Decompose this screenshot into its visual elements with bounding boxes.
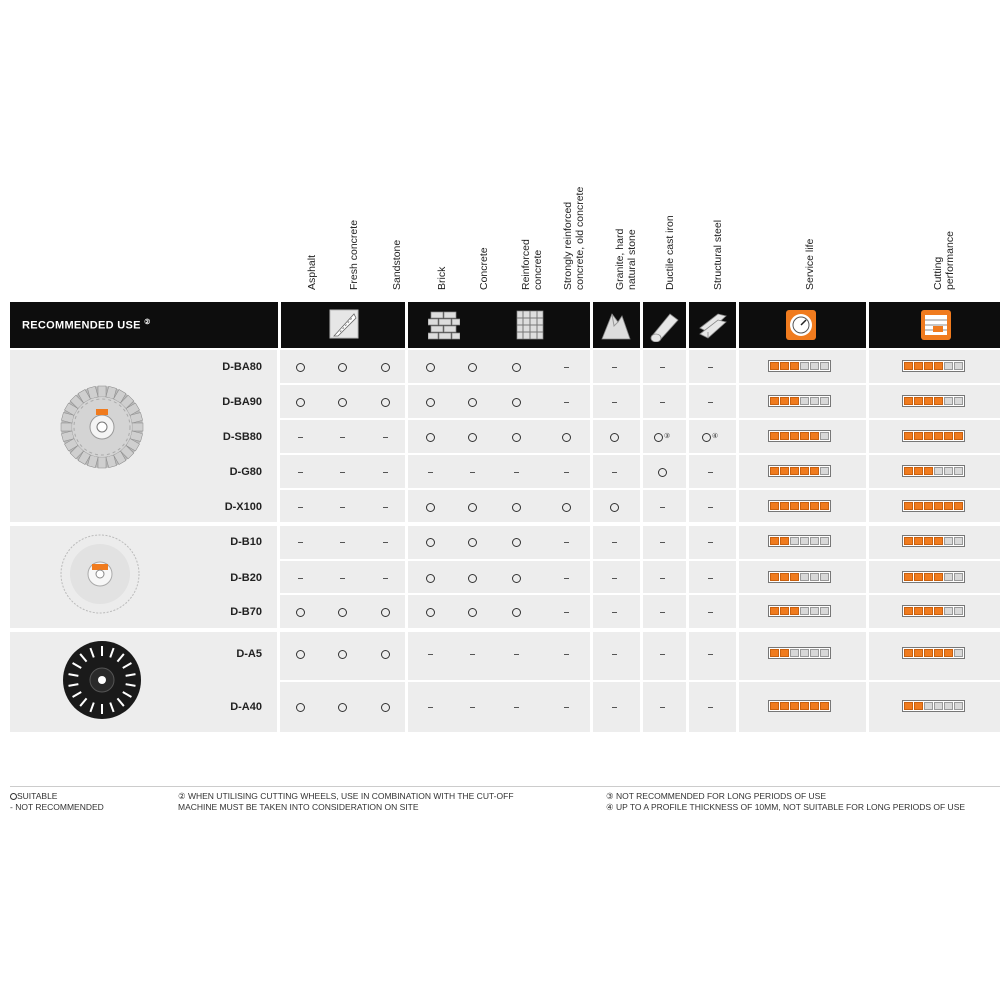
not-recommended-dash [594, 647, 634, 661]
meter-segment [770, 607, 779, 615]
product-name: D-BA90 [222, 396, 262, 408]
meter-segment [820, 573, 829, 581]
suitable-circle-icon [496, 535, 536, 549]
suitable-circle-icon [10, 793, 17, 800]
not-recommended-dash [322, 571, 362, 585]
not-recommended-dash [594, 360, 634, 374]
meter-segment [904, 362, 913, 370]
meter-segment [904, 537, 913, 545]
meter-segment [934, 467, 943, 475]
suitable-circle-icon [322, 647, 362, 661]
service-life-meter [768, 395, 831, 407]
not-recommended-dash [322, 430, 362, 444]
suitable-circle-icon [280, 647, 320, 661]
suitable-circle-icon [410, 500, 450, 514]
meter-segment [924, 649, 933, 657]
not-recommended-dash [642, 360, 682, 374]
not-recommended-dash [690, 360, 730, 374]
meter-segment [810, 607, 819, 615]
meter-segment [810, 537, 819, 545]
meter-segment [810, 573, 819, 581]
meter-segment [780, 432, 789, 440]
meter-segment [820, 397, 829, 405]
not-recommended-dash [546, 395, 586, 409]
table-row [0, 595, 1000, 629]
meter-segment [810, 397, 819, 405]
not-recommended-dash [594, 700, 634, 714]
suitable-circle-icon [546, 500, 586, 514]
meter-segment [810, 649, 819, 657]
meter-segment [944, 537, 953, 545]
cutting-performance-meter [902, 500, 965, 512]
meter-segment [770, 702, 779, 710]
not-recommended-dash [496, 647, 536, 661]
meter-segment [770, 502, 779, 510]
rock-icon [600, 306, 632, 342]
table-row [0, 455, 1000, 489]
meter-segment [770, 537, 779, 545]
meter-segment [904, 467, 913, 475]
not-recommended-dash [546, 647, 586, 661]
meter-segment [954, 397, 963, 405]
not-recommended-dash [365, 430, 405, 444]
product-name: D-A40 [230, 701, 262, 713]
suitable-circle-icon [410, 430, 450, 444]
meter-segment [924, 397, 933, 405]
cutting-performance-meter [902, 395, 965, 407]
suitable-circle-icon [452, 430, 492, 444]
meter-segment [914, 467, 923, 475]
suitable-circle-icon [280, 395, 320, 409]
meter-segment [770, 467, 779, 475]
suitable-circle-icon [452, 500, 492, 514]
meter-segment [954, 573, 963, 581]
meter-segment [800, 702, 809, 710]
service-life-meter [768, 605, 831, 617]
cutting-performance-meter [902, 647, 965, 659]
not-recommended-dash [280, 535, 320, 549]
not-recommended-dash [594, 571, 634, 585]
suitable-circle-icon [280, 700, 320, 714]
meter-segment [800, 467, 809, 475]
meter-segment [904, 649, 913, 657]
service-life-meter [768, 430, 831, 442]
meter-segment [934, 502, 943, 510]
product-name: D-B70 [230, 606, 262, 618]
meter-segment [770, 432, 779, 440]
cutting-performance-meter [902, 571, 965, 583]
meter-segment [800, 537, 809, 545]
not-recommended-dash [280, 571, 320, 585]
suitable-circle-icon [322, 360, 362, 374]
not-recommended-dash [546, 535, 586, 549]
meter-segment [780, 397, 789, 405]
meter-segment [820, 362, 829, 370]
not-recommended-dash [690, 700, 730, 714]
not-recommended-dash [496, 700, 536, 714]
meter-segment [820, 537, 829, 545]
meter-segment [914, 649, 923, 657]
suitable-circle-icon [690, 430, 730, 444]
meter-segment [914, 432, 923, 440]
not-recommended-dash [690, 395, 730, 409]
column-header-label: Fresh concrete [348, 219, 360, 290]
not-recommended-dash [690, 647, 730, 661]
steel-beam-icon [696, 306, 728, 342]
footnote-mark: ④ [711, 433, 719, 440]
meter-segment [924, 702, 933, 710]
meter-segment [800, 502, 809, 510]
meter-segment [914, 537, 923, 545]
meter-segment [914, 607, 923, 615]
column-header-label: Sandstone [391, 239, 403, 290]
meter-segment [934, 702, 943, 710]
cutting-performance-meter [902, 360, 965, 372]
meter-segment [944, 432, 953, 440]
recommended-use-title: RECOMMENDED USE ② [22, 319, 151, 332]
not-recommended-dash [594, 395, 634, 409]
meter-segment [914, 502, 923, 510]
not-recommended-dash [365, 500, 405, 514]
meter-segment [904, 607, 913, 615]
meter-segment [944, 702, 953, 710]
suitable-circle-icon [642, 465, 682, 479]
not-recommended-dash [642, 700, 682, 714]
product-name: D-A5 [236, 648, 262, 660]
service-life-meter [768, 535, 831, 547]
meter-segment [790, 607, 799, 615]
column-header-label: Service life [804, 238, 816, 290]
meter-segment [780, 467, 789, 475]
meter-segment [924, 502, 933, 510]
not-recommended-dash [322, 500, 362, 514]
meter-segment [790, 467, 799, 475]
meter-segment [904, 397, 913, 405]
cutting-performance-meter [902, 700, 965, 712]
not-recommended-dash [546, 360, 586, 374]
meter-segment [954, 502, 963, 510]
meter-segment [800, 362, 809, 370]
product-name: D-G80 [229, 466, 262, 478]
meter-segment [954, 432, 963, 440]
table-row [0, 525, 1000, 559]
suitable-circle-icon [452, 395, 492, 409]
meter-segment [780, 502, 789, 510]
suitable-circle-icon [365, 647, 405, 661]
not-recommended-dash [642, 647, 682, 661]
meter-segment [820, 467, 829, 475]
meter-segment [924, 362, 933, 370]
meter-segment [810, 702, 819, 710]
suitable-circle-icon [322, 700, 362, 714]
meter-segment [954, 607, 963, 615]
not-recommended-dash [594, 535, 634, 549]
suitable-circle-icon [410, 535, 450, 549]
column-header-label: Structural steel [712, 219, 724, 290]
meter-segment [810, 432, 819, 440]
service-life-meter [768, 465, 831, 477]
meter-segment [954, 649, 963, 657]
meter-segment [770, 397, 779, 405]
not-recommended-dash [690, 535, 730, 549]
meter-segment [820, 607, 829, 615]
column-header-label: Concrete [478, 247, 490, 290]
not-recommended-dash [594, 605, 634, 619]
meter-segment [924, 573, 933, 581]
suitable-circle-icon [410, 605, 450, 619]
legend-note-4: ④ UP TO A PROFILE THICKNESS OF 10MM, NOT SUITABLE FOR LONG PERIODS OF USE [606, 802, 966, 812]
table-row [0, 690, 1000, 724]
service-life-meter [768, 700, 831, 712]
meter-segment [904, 702, 913, 710]
column-header-label: Granite, hard natural stone [614, 228, 638, 290]
suitable-circle-icon [642, 430, 682, 444]
not-recommended-dash [410, 700, 450, 714]
table-row [0, 420, 1000, 454]
gauge-icon [785, 306, 817, 342]
meter-segment [914, 397, 923, 405]
suitable-circle-icon [410, 395, 450, 409]
meter-segment [944, 397, 953, 405]
not-recommended-dash [642, 395, 682, 409]
not-recommended-dash [280, 465, 320, 479]
service-life-meter [768, 360, 831, 372]
rebar-concrete-icon [514, 306, 546, 342]
meter-segment [924, 432, 933, 440]
not-recommended-dash [322, 465, 362, 479]
column-header-label: Brick [436, 266, 448, 290]
suitable-circle-icon [496, 395, 536, 409]
meter-segment [790, 573, 799, 581]
not-recommended-dash [496, 465, 536, 479]
meter-segment [810, 362, 819, 370]
meter-segment [944, 467, 953, 475]
meter-segment [790, 432, 799, 440]
meter-segment [914, 362, 923, 370]
not-recommended-dash [690, 500, 730, 514]
not-recommended-dash [642, 535, 682, 549]
meter-segment [790, 649, 799, 657]
meter-segment [924, 537, 933, 545]
service-life-meter [768, 500, 831, 512]
meter-segment [790, 537, 799, 545]
meter-segment [780, 573, 789, 581]
column-header-label: Ductile cast iron [664, 215, 676, 290]
meter-segment [790, 362, 799, 370]
cutting-performance-meter [902, 465, 965, 477]
not-recommended-dash [322, 535, 362, 549]
meter-segment [914, 573, 923, 581]
suitable-circle-icon [410, 360, 450, 374]
footnote-mark: ③ [663, 433, 671, 440]
meter-segment [944, 649, 953, 657]
not-recommended-dash [546, 605, 586, 619]
suitable-circle-icon [410, 571, 450, 585]
meter-segment [914, 702, 923, 710]
meter-segment [904, 432, 913, 440]
not-recommended-dash [365, 535, 405, 549]
suitable-circle-icon [452, 571, 492, 585]
meter-segment [934, 649, 943, 657]
meter-segment [944, 362, 953, 370]
suitable-circle-icon [496, 430, 536, 444]
meter-segment [800, 573, 809, 581]
suitable-circle-icon [365, 605, 405, 619]
meter-segment [944, 573, 953, 581]
road-icon [328, 306, 360, 342]
meter-segment [904, 573, 913, 581]
product-name: D-X100 [224, 501, 262, 513]
meter-segment [954, 537, 963, 545]
suitable-circle-icon [365, 360, 405, 374]
table-row [0, 385, 1000, 419]
product-name: D-B20 [230, 572, 262, 584]
meter-segment [780, 649, 789, 657]
meter-segment [790, 702, 799, 710]
suitable-circle-icon [322, 605, 362, 619]
meter-segment [800, 432, 809, 440]
meter-segment [934, 397, 943, 405]
not-recommended-dash [280, 430, 320, 444]
suitable-circle-icon [452, 605, 492, 619]
product-name: D-B10 [230, 536, 262, 548]
meter-segment [934, 362, 943, 370]
not-recommended-dash [365, 571, 405, 585]
not-recommended-dash [452, 700, 492, 714]
meter-segment [770, 573, 779, 581]
not-recommended-dash [546, 465, 586, 479]
legend-divider [10, 786, 1000, 787]
meter-segment [924, 607, 933, 615]
service-life-meter [768, 647, 831, 659]
meter-segment [810, 467, 819, 475]
column-header-label: Strongly reinforced concrete, old concrete [562, 186, 586, 290]
not-recommended-dash [452, 647, 492, 661]
meter-segment [934, 432, 943, 440]
meter-segment [800, 397, 809, 405]
meter-segment [780, 537, 789, 545]
not-recommended-dash [546, 700, 586, 714]
meter-segment [810, 502, 819, 510]
meter-segment [954, 702, 963, 710]
cutting-performance-meter [902, 605, 965, 617]
meter-segment [954, 362, 963, 370]
not-recommended-dash [365, 465, 405, 479]
suitable-circle-icon [280, 360, 320, 374]
not-recommended-dash [594, 465, 634, 479]
column-header-label: Asphalt [306, 254, 318, 290]
meter-segment [770, 362, 779, 370]
meter-segment [790, 397, 799, 405]
suitable-circle-icon [546, 430, 586, 444]
not-recommended-dash [452, 465, 492, 479]
table-row [0, 350, 1000, 384]
cutting-performance-meter [902, 430, 965, 442]
suitable-circle-icon [496, 605, 536, 619]
meter-segment [780, 607, 789, 615]
meter-segment [820, 502, 829, 510]
not-recommended-dash [546, 571, 586, 585]
suitable-circle-icon [365, 395, 405, 409]
brick-wall-icon [428, 306, 460, 342]
meter-segment [820, 432, 829, 440]
not-recommended-dash [690, 465, 730, 479]
suitable-circle-icon [452, 535, 492, 549]
not-recommended-dash [410, 465, 450, 479]
meter-segment [934, 607, 943, 615]
suitable-circle-icon [594, 430, 634, 444]
product-name: D-BA80 [222, 361, 262, 373]
meter-segment [780, 702, 789, 710]
suitable-circle-icon [594, 500, 634, 514]
suitable-circle-icon [280, 605, 320, 619]
meter-segment [780, 362, 789, 370]
column-header-label: Reinforced concrete [520, 239, 544, 290]
meter-segment [934, 573, 943, 581]
meter-segment [800, 607, 809, 615]
not-recommended-dash [410, 647, 450, 661]
product-name: D-SB80 [222, 431, 262, 443]
suitable-circle-icon [365, 700, 405, 714]
meter-segment [800, 649, 809, 657]
service-life-meter [768, 571, 831, 583]
meter-segment [924, 467, 933, 475]
not-recommended-dash [280, 500, 320, 514]
meter-segment [944, 502, 953, 510]
pipe-icon [648, 306, 680, 342]
suitable-circle-icon [452, 360, 492, 374]
legend-note-2: ② WHEN UTILISING CUTTING WHEELS, USE IN COMBINATION WITH THE CUT-OFF MACHINE MUST BE TAKEN INTO CONSIDERATION ON SITE [178, 791, 514, 812]
meter-segment [790, 502, 799, 510]
cutting-performance-meter [902, 535, 965, 547]
suitable-circle-icon [322, 395, 362, 409]
not-recommended-dash [690, 571, 730, 585]
not-recommended-dash [642, 500, 682, 514]
column-header-label: Cutting performance [932, 231, 956, 290]
meter-segment [944, 607, 953, 615]
performance-icon [920, 306, 952, 342]
suitable-circle-icon [496, 360, 536, 374]
table-row [0, 637, 1000, 671]
not-recommended-dash [642, 605, 682, 619]
legend-symbols: SUITABLE - NOT RECOMMENDED [10, 791, 104, 812]
not-recommended-dash [642, 571, 682, 585]
meter-segment [954, 467, 963, 475]
table-row [0, 561, 1000, 595]
meter-segment [820, 702, 829, 710]
not-recommended-dash [690, 605, 730, 619]
meter-segment [770, 649, 779, 657]
meter-segment [820, 649, 829, 657]
table-row [0, 490, 1000, 524]
legend-note-3: ③ NOT RECOMMENDED FOR LONG PERIODS OF USE [606, 791, 826, 801]
suitable-circle-icon [496, 571, 536, 585]
suitable-circle-icon [496, 500, 536, 514]
meter-segment [904, 502, 913, 510]
meter-segment [934, 537, 943, 545]
